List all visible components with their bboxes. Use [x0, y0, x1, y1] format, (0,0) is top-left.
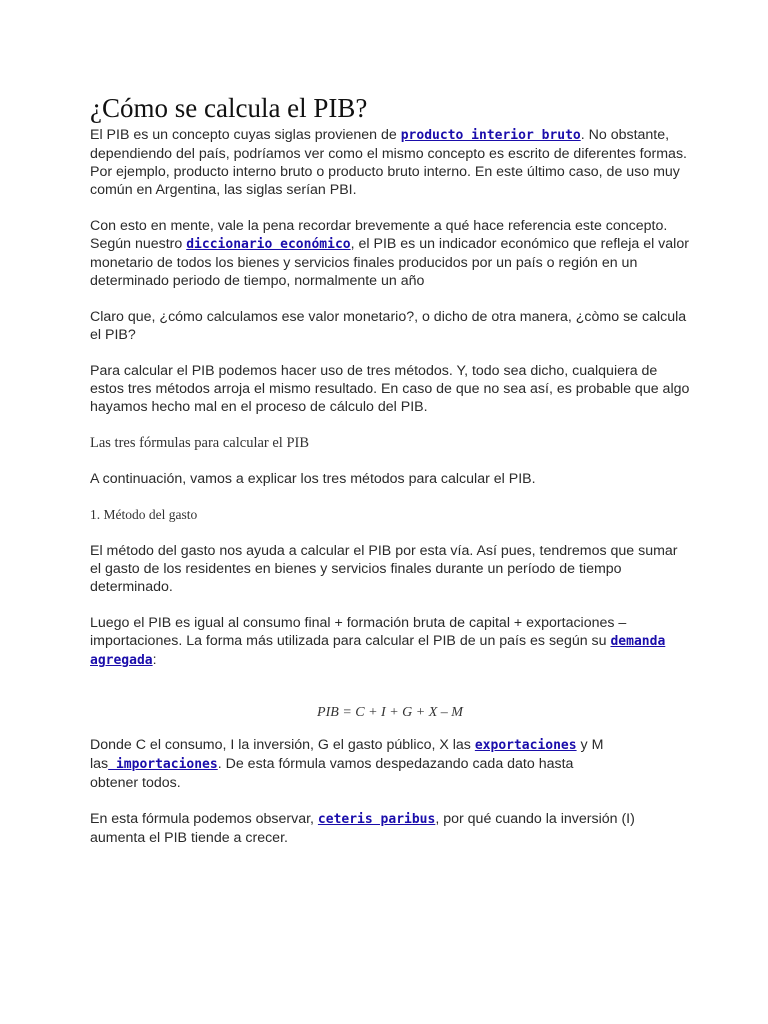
text-segment: El PIB es un concepto cuyas siglas provienen de: [90, 127, 401, 143]
link-diccionario-economico[interactable]: diccionario económico: [186, 237, 351, 252]
paragraph-ceteris: [90, 810, 690, 847]
paragraph-question: Claro que, ¿cómo calculamos ese valor monetario?, o dicho de otra manera, ¿còmo se calcula el PIB?: [90, 309, 687, 343]
document-page: [90, 92, 690, 865]
text-segment: :: [152, 652, 157, 668]
paragraph-demanda: [90, 614, 690, 670]
link-ceteris-paribus[interactable]: ceteris paribus: [317, 812, 436, 827]
subheading-formulas: Las tres fórmulas para calcular el PIB: [90, 435, 310, 451]
paragraph-gasto: El método del gasto nos ayuda a calcular el PIB por esta vía. Así pues, tendremos que sumar el gasto de los residentes en bienes y servicios finales durante un período de tiempo determinado.: [90, 543, 678, 595]
text-segment: , el PIB es un indicador económico que refleja el valor monetario de todos los bienes y servicios finales producidos por un país o región en un determinado periodo de tiempo, normalmente un año: [90, 236, 689, 289]
paragraph-methods: Para calcular el PIB podemos hacer uso de tres métodos. Y, todo sea dicho, cualquiera de estos tres métodos arroja el mismo resultado. En caso de que no sea así, es probable que algo hayamos hecho mal en el proceso de cálculo del PIB.: [90, 363, 690, 415]
paragraph-definition: [90, 217, 690, 290]
text-segment: Luego el PIB es igual al consumo final + formación bruta de capital + exportaciones – importaciones. La forma más utilizada para calcular el PIB de un país es según su: [90, 615, 627, 649]
text-segment: Con esto en mente, vale la pena recordar brevemente a qué hace referencia este concepto. Según nuestro: [90, 218, 668, 252]
page-title: ¿Cómo se calcula el PIB?: [90, 93, 368, 123]
link-demanda-agregada[interactable]: demanda agregada: [90, 634, 666, 668]
formula-pib: PIB = C + I + G + X – M: [317, 705, 463, 720]
link-importaciones[interactable]: importaciones: [108, 757, 218, 772]
text-segment: Donde C el consumo, I la inversión, G el gasto público, X las: [90, 737, 475, 753]
text-segment: y M las: [90, 737, 604, 772]
paragraph-continuation: A continuación, vamos a explicar los tres métodos para calcular el PIB.: [90, 471, 536, 487]
link-producto-interior-bruto[interactable]: producto interior bruto: [400, 128, 581, 143]
text-segment: En esta fórmula podemos observar,: [90, 811, 318, 827]
paragraph-intro: [90, 126, 690, 199]
text-segment: . No obstante, dependiendo del país, podríamos ver como el mismo concepto es escrito de diferentes formas. Por ejemplo, producto interno bruto o producto bruto interno. En este último caso, de uso muy común en Argentina, las siglas serían PBI.: [90, 127, 687, 198]
text-segment: , por qué cuando la inversión (I) aumenta el PIB tiende a crecer.: [90, 811, 635, 846]
subheading-metodo-gasto: 1. Método del gasto: [90, 507, 198, 522]
paragraph-donde: [90, 736, 610, 792]
link-exportaciones[interactable]: exportaciones: [474, 738, 577, 753]
text-segment: . De esta fórmula vamos despedazando cada dato hasta obtener todos.: [90, 756, 574, 791]
